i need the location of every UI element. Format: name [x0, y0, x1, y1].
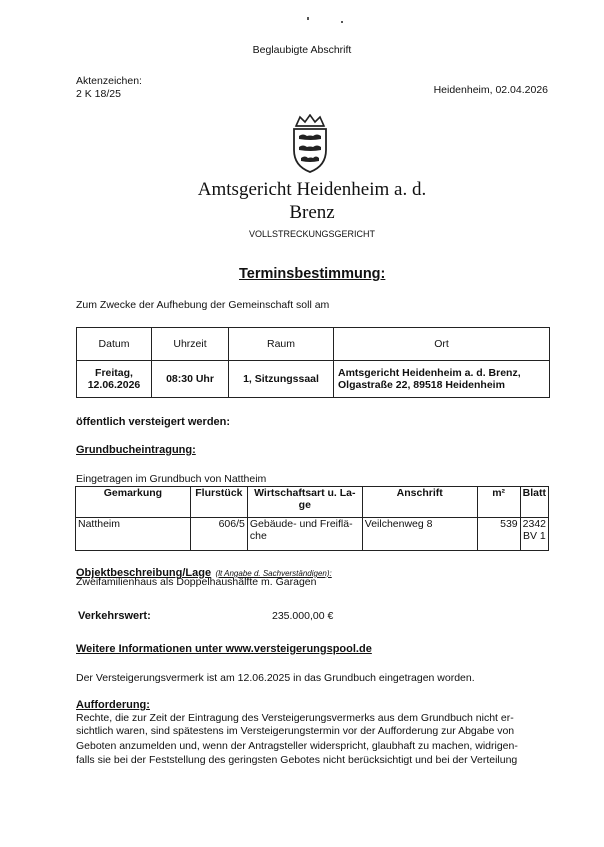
- header-place: Ort: [334, 328, 550, 361]
- col-anschrift: Anschrift: [362, 487, 477, 518]
- cell-gemarkung: Nattheim: [76, 518, 191, 551]
- cell-m2: 539: [477, 518, 520, 551]
- header-time: Uhrzeit: [152, 328, 229, 361]
- header-date: Datum: [77, 328, 152, 361]
- cell-flurstueck: 606/5: [190, 518, 247, 551]
- scan-speck: [341, 21, 343, 23]
- auction-statement: öffentlich versteigert werden:: [76, 416, 231, 428]
- col-flurstueck: Flurstück: [190, 487, 247, 518]
- intro-text: Zum Zwecke der Aufhebung der Gemeinschaft soll am: [76, 299, 330, 311]
- object-description: Zweifamilienhaus als Doppelhaushälfte m. Garagen: [76, 576, 317, 588]
- court-department: VOLLSTRECKUNGSGERICHT: [248, 229, 376, 239]
- market-value: 235.000,00 €: [272, 610, 334, 622]
- place-date: Heidenheim, 02.04.2026: [433, 84, 548, 96]
- court-name-line1: Amtsgericht Heidenheim a. d.: [197, 179, 427, 200]
- registration-note: Der Versteigerungsvermerk ist am 12.06.2025 in das Grundbuch eingetragen worden.: [76, 672, 475, 684]
- object-note: (lt Angabe d. Sachverständigen):: [215, 569, 332, 578]
- coat-of-arms-seal: [288, 114, 332, 174]
- request-line4: falls sie bei der Feststellung des geringsten Gebotes nicht berücksichtigt und bei der Verteilung: [76, 754, 518, 766]
- appointment-table: [76, 327, 550, 398]
- document-title: Terminsbestimmung:: [239, 266, 386, 282]
- court-name-line2: Brenz: [289, 202, 335, 223]
- place-line1: Amtsgericht Heidenheim a. d. Brenz,: [338, 367, 521, 379]
- cell-room: 1, Sitzungssaal: [229, 361, 334, 398]
- cell-anschrift: Veilchenweg 8: [362, 518, 477, 551]
- col-blatt: Blatt: [520, 487, 548, 518]
- col-wirtschaftsart: Wirtschaftsart u. La- ge: [247, 487, 362, 518]
- object-heading: Objektbeschreibung/Lage: [76, 567, 212, 579]
- certified-copy-label: Beglaubigte Abschrift: [252, 44, 352, 56]
- request-line2: sichtlich waren, sind spätestens im Versteigerungstermin vor der Aufforderung zur Abgabe von: [76, 725, 515, 737]
- cell-blatt: 2342 BV 1: [520, 518, 548, 551]
- file-ref-value: 2 K 18/25: [76, 88, 121, 100]
- header-room: Raum: [229, 328, 334, 361]
- date-value: 12.06.2026: [87, 379, 141, 391]
- land-register-heading: Grundbucheintragung:: [76, 444, 196, 456]
- cell-time: 08:30 Uhr: [152, 361, 229, 398]
- place-line2: Olgastraße 22, 89518 Heidenheim: [338, 379, 505, 391]
- scan-speck: [307, 17, 309, 20]
- file-ref-label: Aktenzeichen:: [76, 75, 142, 87]
- market-value-label: Verkehrswert:: [78, 610, 151, 622]
- date-weekday: Freitag,: [95, 367, 133, 379]
- col-m2: m²: [477, 487, 520, 518]
- request-heading: Aufforderung:: [76, 699, 150, 711]
- land-register-table: [75, 486, 549, 551]
- cell-place: [334, 361, 550, 398]
- request-line3: Geboten anzumelden und, wenn der Antragsteller widerspricht, glaubhaft zu machen, widrigen-: [76, 740, 518, 752]
- request-line1: Rechte, die zur Zeit der Eintragung des Versteigerungsvermerks aus dem Grundbuch nicht er-: [76, 712, 514, 724]
- cell-date: [77, 361, 152, 398]
- cell-wirtschaftsart: Gebäude- und Freiflä- che: [247, 518, 362, 551]
- more-info-link[interactable]: Weitere Informationen unter www.versteigerungspool.de: [76, 643, 372, 655]
- land-register-entry: Eingetragen im Grundbuch von Nattheim: [76, 473, 267, 485]
- col-gemarkung: Gemarkung: [76, 487, 191, 518]
